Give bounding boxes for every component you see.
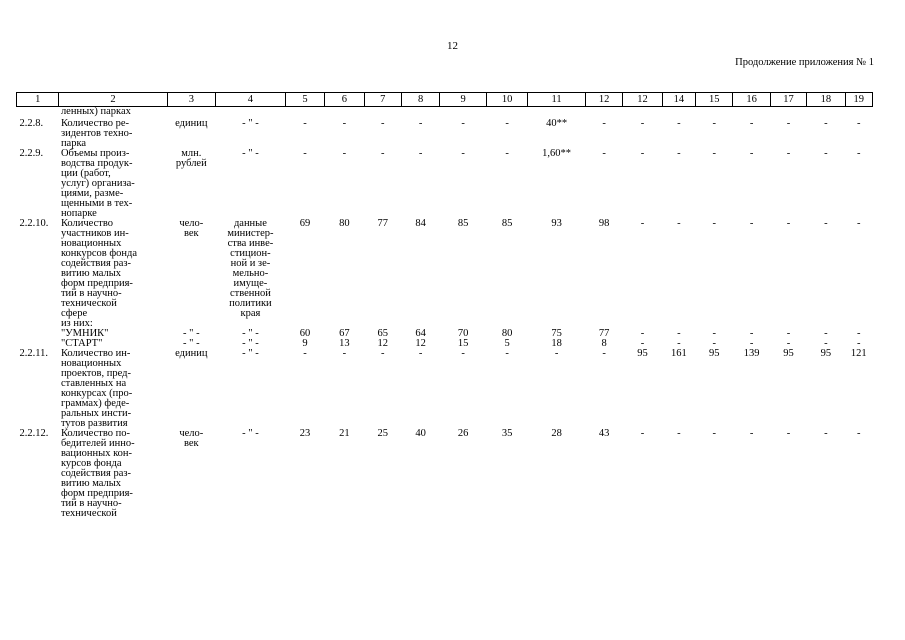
row-number-cell: 2.2.10. — [19, 218, 49, 229]
table-cell: 40** — [546, 118, 568, 129]
row-number-cell — [17, 329, 59, 339]
table-row — [17, 329, 873, 339]
column-header: 9 — [440, 93, 486, 107]
table-cell: - — [303, 118, 307, 129]
table-cell: - — [712, 428, 716, 439]
table-cell: - — [786, 218, 791, 229]
table-cell: - — [712, 338, 716, 349]
table-cell: - — [712, 118, 716, 129]
table-cell: 80 — [501, 328, 513, 339]
table-cell: - " - — [242, 118, 259, 129]
page-number: 12 — [447, 40, 458, 52]
table-cell: - — [677, 148, 681, 159]
table-cell: - " - — [183, 338, 200, 349]
table-row — [17, 119, 873, 149]
table-cell: - — [381, 148, 385, 159]
table-cell: - — [418, 348, 423, 359]
table-row — [17, 319, 873, 329]
table-cell: млн. рублей — [175, 148, 207, 169]
table-cell: - — [461, 118, 465, 129]
column-header: 7 — [364, 93, 401, 107]
table-cell: - — [677, 428, 681, 439]
table-cell: - — [712, 328, 716, 339]
table-cell: - — [824, 148, 828, 159]
table-cell: - — [303, 148, 307, 159]
table-cell: 93 — [551, 218, 562, 229]
table-cell: - — [857, 328, 861, 339]
table-cell: - — [640, 148, 645, 159]
table-cell: 75 — [551, 328, 562, 339]
table-cell: 40 — [415, 428, 426, 439]
table-cell: - — [786, 428, 791, 439]
column-header: 3 — [167, 93, 216, 107]
table-cell: 12 — [377, 338, 389, 349]
table-cell: 95 — [820, 348, 832, 359]
table-cell: 84 — [415, 218, 426, 229]
table-cell: - — [602, 348, 606, 359]
table-cell: - " - — [242, 148, 259, 159]
table-cell: - — [303, 348, 307, 359]
table-cell: 18 — [551, 338, 562, 349]
table-cell: 80 — [339, 218, 350, 229]
table-cell: - — [786, 148, 791, 159]
table-cell: - — [824, 118, 828, 129]
column-header: 5 — [285, 93, 324, 107]
table-cell: 65 — [377, 328, 389, 339]
indicators-table — [16, 92, 873, 519]
table-cell: 70 — [457, 328, 469, 339]
table-cell: - — [749, 328, 754, 339]
column-header: 4 — [216, 93, 286, 107]
table-cell: - — [677, 118, 681, 129]
table-cell: 64 — [415, 328, 426, 339]
table-cell: - " - — [242, 348, 259, 359]
table-cell: - " - — [183, 328, 200, 339]
indicator-name-cell: Количество ин- новационных проектов, пред- ставленных на конкурсах (про- граммах) феде- ральных инсти- тутов развития — [60, 348, 133, 429]
table-cell: - — [857, 428, 861, 439]
table-cell: - — [418, 118, 423, 129]
column-header: 16 — [733, 93, 770, 107]
column-header: 8 — [401, 93, 439, 107]
table-cell: - — [342, 148, 347, 159]
table-cell: - — [505, 118, 509, 129]
table-cell: 98 — [598, 218, 610, 229]
row-number-cell: 2.2.11. — [19, 348, 48, 359]
indicator-name-cell: "УМНИК" — [60, 328, 109, 339]
table-cell: 21 — [339, 428, 350, 439]
table-cell: 15 — [457, 338, 469, 349]
table-cell: 25 — [377, 428, 389, 439]
table-cell: 13 — [339, 338, 350, 349]
table-cell: - — [857, 338, 861, 349]
column-header: 11 — [528, 93, 586, 107]
row-number-cell — [17, 319, 59, 329]
column-header: 12 — [585, 93, 622, 107]
table-cell: 26 — [457, 428, 469, 439]
table-cell: 85 — [457, 218, 469, 229]
column-header: 12 — [623, 93, 662, 107]
table-cell: - — [749, 218, 754, 229]
indicator-name-cell: Количество ре- зидентов техно- парка — [60, 118, 133, 149]
table-cell: единиц — [175, 348, 208, 359]
table-cell: 9 — [302, 338, 308, 349]
table-cell: - — [461, 148, 465, 159]
table-cell: 77 — [598, 328, 610, 339]
table-row — [17, 107, 873, 120]
table-cell: - — [640, 118, 645, 129]
table-cell: - — [554, 348, 559, 359]
table-cell: - — [824, 218, 828, 229]
table-cell: 139 — [743, 348, 760, 359]
table-cell: данные министер- ства инве- стицион- ной и зе- мельно- имуще- ственной политики края — [227, 218, 274, 319]
table-cell: - — [749, 118, 754, 129]
table-cell: - — [857, 148, 861, 159]
table-cell: 77 — [377, 218, 389, 229]
indicator-name-cell: Объемы произ- водства продук- ции (работ, услуг) организа- циями, разме- щенными в тех- нопарке — [60, 148, 135, 219]
table-row — [17, 429, 873, 519]
table-cell: чело- век — [179, 218, 204, 239]
table-cell: - — [712, 218, 716, 229]
table-cell: - " - — [242, 428, 259, 439]
table-cell: - — [602, 118, 606, 129]
column-header: 18 — [807, 93, 845, 107]
table-cell: - — [712, 148, 716, 159]
table-cell: - — [824, 328, 828, 339]
row-number-cell: 2.2.9. — [19, 148, 44, 159]
column-header: 2 — [59, 93, 167, 107]
table-cell: 1,60** — [542, 148, 572, 159]
row-number-cell: 2.2.8. — [19, 118, 44, 129]
table-cell: 35 — [501, 428, 513, 439]
table-cell: 5 — [504, 338, 510, 349]
table-cell: - — [418, 148, 423, 159]
header-row — [17, 93, 873, 107]
table-cell: - — [857, 118, 861, 129]
table-cell: - — [640, 328, 645, 339]
table-cell: - — [342, 118, 347, 129]
table-cell: - — [640, 428, 645, 439]
table-cell: - — [749, 148, 754, 159]
table-cell: - — [749, 338, 754, 349]
table-cell: 95 — [637, 348, 648, 359]
table-cell: 121 — [850, 348, 867, 359]
table-cell: - " - — [242, 338, 259, 349]
indicator-name-cell: Количество по- бедителей инно- вационных кон- курсов фонда содействия раз- витию малых форм предприя- тий в научно- технической — [60, 428, 135, 519]
column-header: 19 — [845, 93, 872, 107]
table-cell: 60 — [299, 328, 311, 339]
indicator-name-cell: ленных) парках — [60, 106, 131, 117]
table-cell: - — [786, 118, 791, 129]
table-cell: 43 — [598, 428, 610, 439]
indicator-name-cell: Количество участников ин- новационных конкурсов фонда содействия раз- витию малых форм предприя- тий в научно- технической сфере — [60, 218, 137, 319]
table-cell: - — [640, 338, 645, 349]
table-cell: 95 — [783, 348, 794, 359]
table-cell: - — [677, 218, 681, 229]
column-header: 14 — [662, 93, 695, 107]
table-cell: - — [824, 428, 828, 439]
table-cell: 67 — [339, 328, 350, 339]
indicator-name-cell: "СТАРТ" — [60, 338, 103, 349]
table-cell: - — [505, 148, 509, 159]
table-cell: - — [505, 348, 509, 359]
table-cell: - — [749, 428, 754, 439]
table-cell: - — [857, 218, 861, 229]
table-row — [17, 219, 873, 319]
table-cell: - — [824, 338, 828, 349]
table-cell: 28 — [551, 428, 562, 439]
table-cell: - — [677, 328, 681, 339]
table-cell: чело- век — [179, 428, 204, 449]
table-cell: 69 — [299, 218, 311, 229]
table-cell: 12 — [415, 338, 426, 349]
table-cell: - — [677, 338, 681, 349]
table-cell: единиц — [175, 118, 208, 129]
table-cell: - — [342, 348, 347, 359]
table-cell: 23 — [299, 428, 311, 439]
table-cell: - — [786, 328, 791, 339]
table-cell: - — [381, 118, 385, 129]
indicator-name-cell: из них: — [60, 318, 93, 329]
table-cell: 161 — [670, 348, 687, 359]
table-cell: - — [602, 148, 606, 159]
table-cell: 85 — [501, 218, 513, 229]
table-row — [17, 149, 873, 219]
continuation-label: Продолжение приложения № 1 — [735, 57, 874, 68]
table-cell: - — [381, 348, 385, 359]
column-header: 17 — [770, 93, 806, 107]
table-cell: - — [461, 348, 465, 359]
column-header: 10 — [486, 93, 527, 107]
table-cell: - " - — [242, 328, 259, 339]
column-header: 1 — [17, 93, 59, 107]
table-cell: - — [640, 218, 645, 229]
table-row — [17, 349, 873, 429]
table-cell: - — [786, 338, 791, 349]
table-cell: 95 — [708, 348, 720, 359]
column-header: 6 — [325, 93, 364, 107]
column-header: 15 — [696, 93, 733, 107]
table-cell: 8 — [601, 338, 607, 349]
row-number-cell: 2.2.12. — [19, 428, 49, 439]
